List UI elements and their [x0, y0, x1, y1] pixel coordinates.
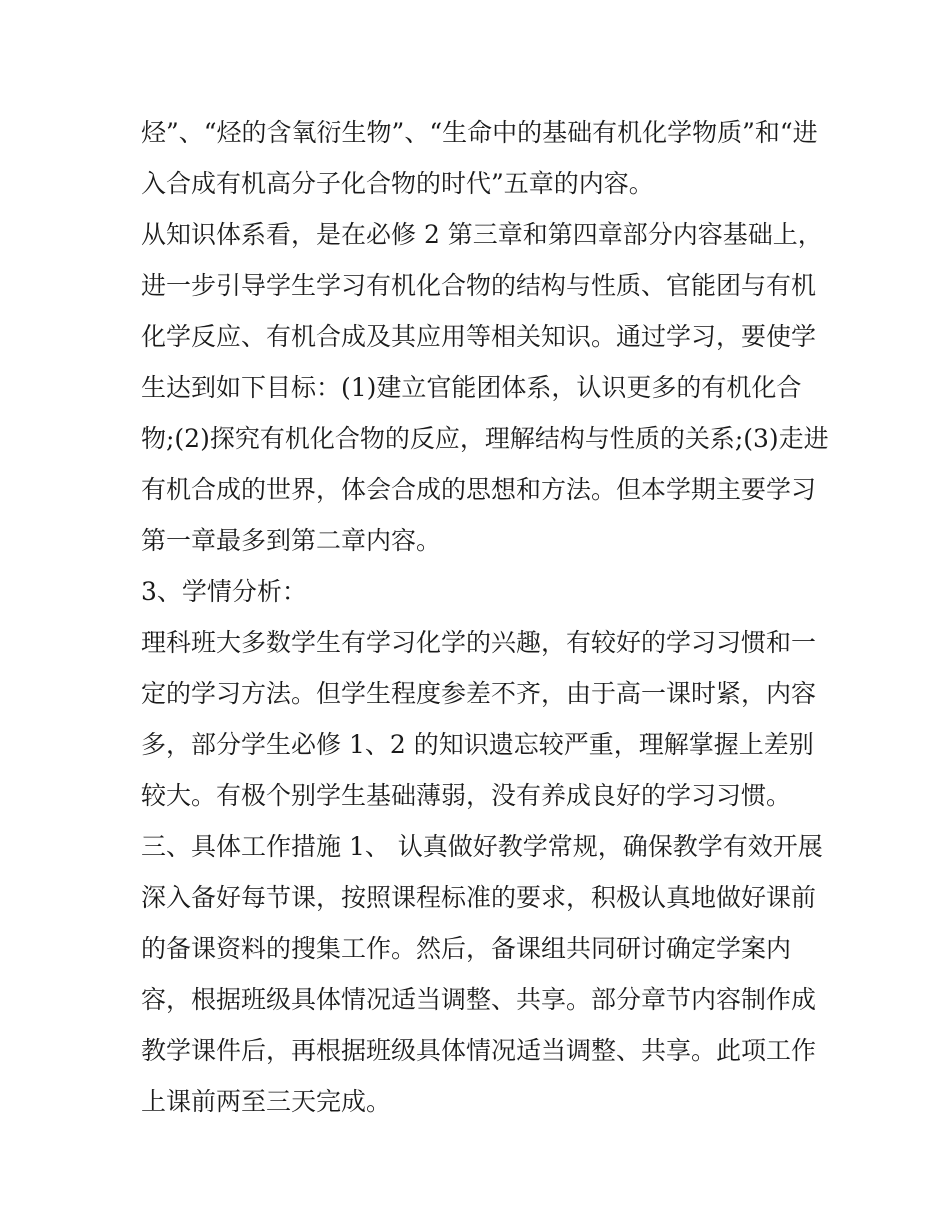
text-line: 的备课资料的搜集工作。然后，备课组共同研讨确定学案内 [141, 934, 792, 963]
document-body [141, 107, 829, 1127]
text-line: 深入备好每节课，按照课程标准的要求，积极认真地做好课前 [141, 883, 817, 912]
text-line: 物;(2)探究有机化合物的反应，理解结构与性质的关系;(3)走进 [141, 424, 829, 453]
text-line: 多，部分学生必修 1、2 的知识遗忘较严重，理解掌握上差别 [141, 730, 814, 759]
text-line: 容，根据班级具体情况适当调整、共享。部分章节内容制作成 [141, 985, 817, 1014]
text-line: 生达到如下目标：(1)建立官能团体系，认识更多的有机化合 [141, 373, 802, 402]
text-line: 定的学习方法。但学生程度参差不齐，由于高一课时紧，内容 [141, 679, 817, 708]
text-line: 较大。有极个别学生基础薄弱，没有养成良好的学习习惯。 [141, 781, 792, 810]
text-line: 化学反应、有机合成及其应用等相关知识。通过学习，要使学 [141, 322, 817, 351]
text-line: 从知识体系看，是在必修 2 第三章和第四章部分内容基础上， [141, 220, 823, 249]
text-line: 烃”、“烃的含氧衍生物”、“生命中的基础有机化学物质”和“进 [141, 118, 818, 147]
text-line: 三、具体工作措施 1、 认真做好教学常规，确保教学有效开展 [141, 832, 823, 861]
section-heading: 3、学情分析： [141, 577, 307, 606]
text-line: 上课前两至三天完成。 [141, 1087, 392, 1116]
text-line: 入合成有机高分子化合物的时代”五章的内容。 [141, 169, 654, 198]
text-line: 进一步引导学生学习有机化合物的结构与性质、官能团与有机 [141, 271, 817, 300]
text-line: 有机合成的世界，体会合成的思想和方法。但本学期主要学习 [141, 475, 817, 504]
text-line: 理科班大多数学生有学习化学的兴趣，有较好的学习习惯和一 [141, 628, 817, 657]
text-line: 教学课件后，再根据班级具体情况适当调整、共享。此项工作 [141, 1036, 817, 1065]
text-line: 第一章最多到第二章内容。 [141, 526, 442, 555]
